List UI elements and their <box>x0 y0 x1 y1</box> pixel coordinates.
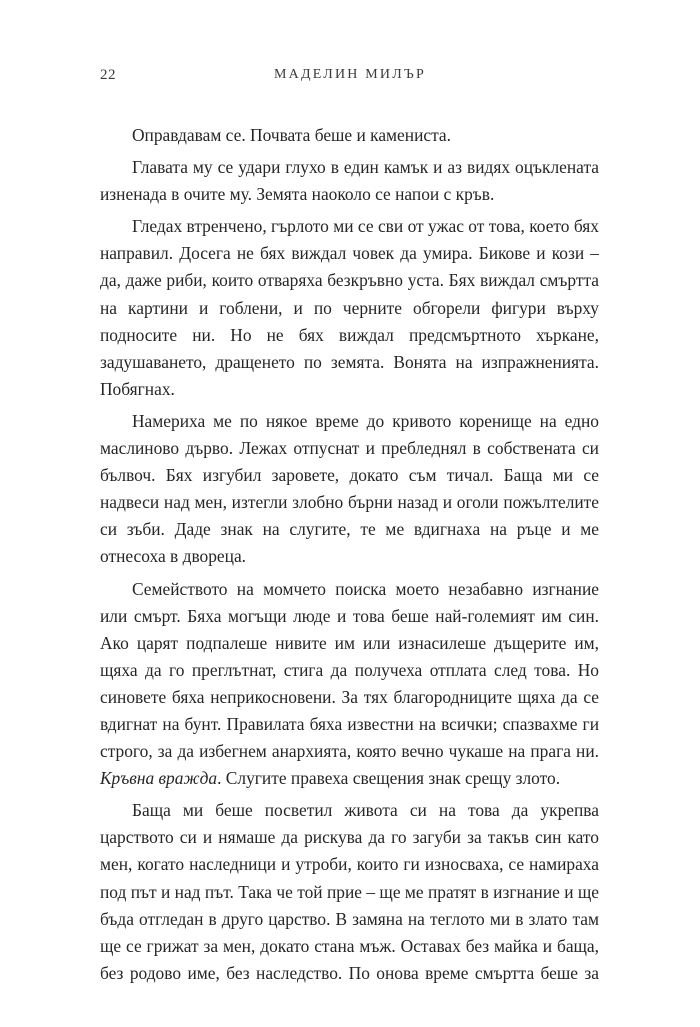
paragraph-1: Оправдавам се. Почвата беше и камениста. <box>132 125 451 145</box>
paragraph-2: Главата му се удари глухо в един камък и аз видях оцъклената изненада в очите му. Земята наоколо се напои с кръв. <box>100 157 599 205</box>
paragraph-4: Намериха ме по някое време до кривото коренище на едно маслиново дърво. Лежах отпуснат и пребледнял в собствената си бълвоч. Бях изгубил заровете, докато съм тичал. Баща ми се надвеси над мен, изтегли злобно бърни назад и оголи пожълтелите си зъби. Даде знак на слугите, те ме вдигнаха на ръце и ме отнесоха в двореца. <box>100 410 599 567</box>
page-number: 22 <box>100 67 116 83</box>
running-head: МАДЕЛИН МИЛЪР <box>273 67 427 82</box>
paragraph-5-text-end: . Слугите правеха свещения знак срещу злото. <box>217 768 561 789</box>
paragraph-6: Баща ми беше посветил живота си на това да укрепва царството си и нямаше да рискува да го загуби за такъв син като мен, когато наследници и утроби, които ги износваха, се намираха под път и над път. Така че той прие – ще ме пратят в изгнание и ще бъда отгледан в друго царство. В замяна на теглото ми в злато там ще се грижат за мен, докато стана мъж. Оставах без майка и баща, без родово име, без наследство. По онова време смъртта беше за <box>100 800 599 983</box>
paragraph-5 <box>100 576 599 793</box>
paragraph-5-text-start: Семейството на момчето поиска моето незабавно изгнание или смърт. Бяха могъщи люде и това беше най-големият им син. Ако царят подпалеше нивите им или изнасилеше дъщерите им, щяха да го преглътнат, стига да получеха отплата след това. Но синовете бяха неприкосновени. За тях благородниците щяха да се вдигнат на бунт. Правилата бяха известни на всички; спазвахме ги строго, за да избегнем анархията, която вечно чукаше на прага ни. <box>100 578 599 762</box>
body-text <box>100 122 599 987</box>
paragraph-3: Гледах втренчено, гърлото ми се сви от ужас от това, което бях направил. Досега не бях виждал човек да умира. Бикове и кози – да, даже риби, които отваряха безкръвно уста. Бях виждал смъртта на картини и гоблени, и по черните обгорели фигури върху подносите ни. Но не бях виждал предсмъртното хъркане, задушаването, дращенето по земята. Вонята на изпражненията. Побягнах. <box>100 216 599 399</box>
paragraph-5-italic-phrase: Кръвна вражда <box>100 768 218 789</box>
page-header <box>100 67 600 91</box>
